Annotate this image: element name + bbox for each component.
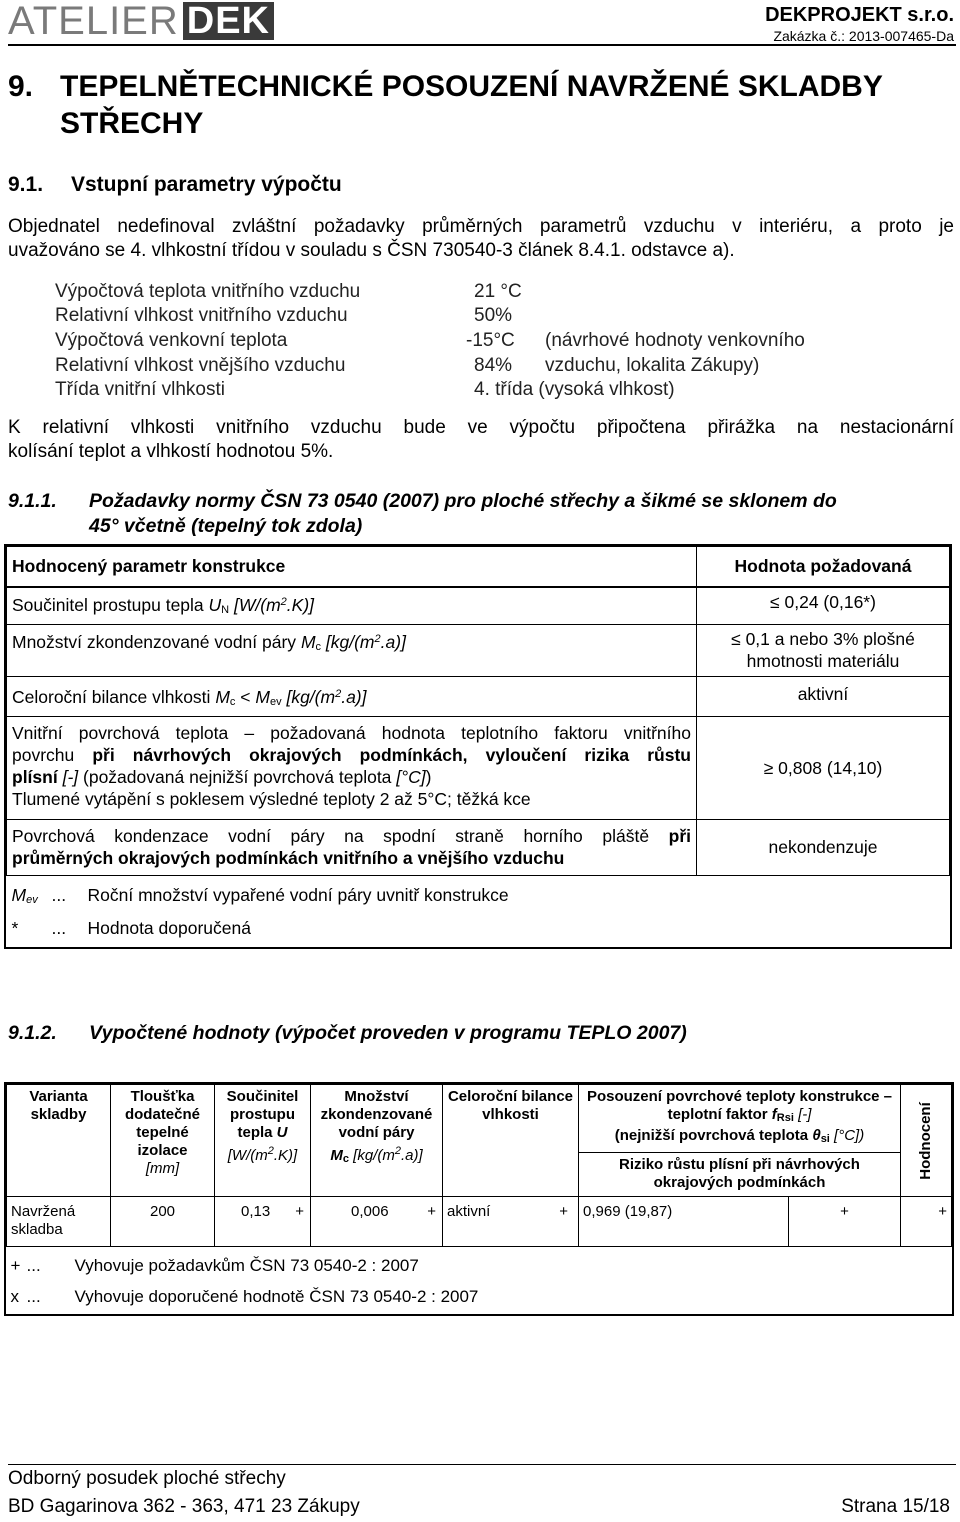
column-header-parameter: Hodnocený parametr konstrukce <box>7 547 697 587</box>
legend-text: Hodnota doporučená <box>87 917 251 938</box>
logo-text-atelier: ATELIER <box>8 0 179 43</box>
legend-text: Vyhovuje požadavkům ČSN 73 0540-2 : 2007 <box>74 1256 419 1275</box>
column-header-variant: Varianta skladby <box>7 1085 111 1197</box>
unit-text: .a)] <box>380 631 406 652</box>
row-text-line <box>12 825 691 847</box>
symbol-m: M <box>300 631 316 652</box>
unit-text: .a)] <box>341 686 367 707</box>
legend-symbol: x <box>10 1287 19 1306</box>
table-row <box>7 624 950 676</box>
symbol-subscript: si <box>820 1133 830 1145</box>
legend-dots: ... <box>26 1256 41 1275</box>
text-span: ) <box>425 766 432 787</box>
legend-symbol: * <box>11 917 19 938</box>
legend-item <box>12 884 945 908</box>
eval-m: + <box>427 1203 436 1220</box>
unit-text: [kg/(m <box>286 686 336 707</box>
company-logo <box>8 0 274 43</box>
row-value-balance: aktivní <box>697 676 950 716</box>
legend-symbol <box>12 884 38 911</box>
header-unit: [mm] <box>145 1160 180 1177</box>
value-line: ≤ 0,1 a nebo 3% plošné <box>731 628 915 649</box>
row-text-line <box>12 766 691 788</box>
value-line: hmotnosti materiálu <box>746 650 900 671</box>
legend-item <box>11 1255 948 1277</box>
legend-text: Roční množství vypařené vodní páry uvnitř konstrukce <box>87 884 509 905</box>
symbol-m: M <box>255 686 270 707</box>
eval-balance: + <box>559 1203 568 1220</box>
header-unit: [°C]) <box>834 1127 865 1144</box>
cell-balance <box>443 1197 579 1247</box>
symbol-m: M <box>215 686 230 707</box>
symbol-f: f <box>771 1106 777 1123</box>
row-label-balance <box>7 676 697 716</box>
row-label-text: Součinitel prostupu tepla <box>12 594 204 615</box>
symbol-u: U <box>208 594 222 615</box>
surcharge-line2: kolísání teplot a vlhkostí hodnotou 5%. <box>8 441 334 462</box>
eval-u: + <box>295 1203 304 1220</box>
intro-line2: uvažováno se 4. vlhkostní třídou v souladu s ČSN 730540-3 článek 8.4.1. odstavce a). <box>8 240 735 261</box>
cell-thickness: 200 <box>111 1197 215 1247</box>
row-label-surface-condensation <box>7 819 697 875</box>
page-number: Strana 15/18 <box>841 1496 950 1517</box>
table-legend <box>7 1247 952 1315</box>
column-header-evaluation <box>901 1085 952 1197</box>
param-value: 21 °C <box>474 281 522 302</box>
unit-text: [kg/(m <box>325 631 375 652</box>
column-header-surface-temp <box>579 1085 901 1153</box>
column-header-mold: Riziko růstu plísní při návrhových okrajových podmínkách <box>579 1152 901 1196</box>
results-title: Vypočtené hodnoty (výpočet proveden v programu TEPLO 2007) <box>89 1022 687 1044</box>
unit-text: .K)] <box>273 1147 298 1164</box>
table-row <box>7 819 950 875</box>
column-header-u <box>215 1085 311 1197</box>
legend-text: Vyhovuje doporučené hodnotě ČSN 73 0540-2 : 2007 <box>74 1287 479 1306</box>
unit-text: .a)] <box>400 1147 423 1164</box>
header-text: Posouzení povrchové teploty konstrukce – teplotní faktor <box>586 1088 893 1123</box>
intro-line1: Objednatel nedefinoval zvláštní požadavky průměrných parametrů vzduchu v interiéru, a proto je <box>8 216 954 237</box>
footer-document-title: Odborný posudek ploché střechy <box>8 1468 286 1489</box>
row-label-text: Množství zkondenzované vodní páry <box>12 631 297 652</box>
text-span: Povrchová kondenzace vodní páry na spodní straně horního pláště <box>12 825 650 846</box>
cell-u <box>215 1197 311 1247</box>
unit-text: [W/(m <box>234 594 281 615</box>
header-text: Součinitel prostupu tepla <box>226 1088 299 1141</box>
footer-address: BD Gagarinova 362 - 363, 471 23 Zákupy <box>8 1496 360 1517</box>
symbol-subscript: N <box>221 603 230 616</box>
section-title-line1: TEPELNĚTECHNICKÉ POSOUZENÍ NAVRŽENÉ SKLADBY <box>60 70 883 103</box>
param-label: Relativní vlhkost vnitřního vzduchu <box>55 305 348 326</box>
unit-text: [W/(m <box>227 1147 268 1164</box>
param-note: (návrhové hodnoty venkovního <box>545 330 805 351</box>
column-header-balance: Celoroční bilance vlhkosti <box>443 1085 579 1197</box>
row-text-line: Tlumené vytápění s poklesem výsledné teploty 2 až 5°C; těžká kce <box>12 788 531 809</box>
text-span-italic: [-] <box>62 766 79 787</box>
column-header-condensation <box>311 1085 443 1197</box>
symbol-m: M <box>11 884 27 905</box>
table-row <box>7 716 950 819</box>
cell-mold: + <box>789 1197 901 1247</box>
table-row <box>7 587 950 625</box>
subsection-number: 9.1. <box>8 173 44 196</box>
cell-variant: Navržená skladba <box>7 1197 111 1247</box>
unit-superscript: 2 <box>267 1145 274 1157</box>
header-text: Tloušťka dodatečné tepelné izolace <box>124 1088 200 1159</box>
row-value-u: ≤ 0,24 (0,16*) <box>697 587 950 625</box>
legend-item <box>12 917 945 941</box>
symbol-m: M <box>330 1147 343 1164</box>
symbol-theta: θ <box>812 1127 821 1144</box>
section-number: 9. <box>8 70 34 103</box>
unit-text: [kg/(m <box>353 1147 395 1164</box>
row-text-line <box>12 744 691 766</box>
row-value-condensation <box>697 624 950 676</box>
table-header-row <box>7 1085 952 1153</box>
text-span-bold: při návrhových okrajových podmínkách, vyloučení rizika růstu <box>92 744 691 765</box>
value-m: 0,006 <box>351 1203 389 1220</box>
symbol-subscript: ev <box>269 695 282 708</box>
text-span-bold: při <box>668 825 691 846</box>
row-label-u <box>7 587 697 625</box>
requirements-number: 9.1.1. <box>8 490 57 512</box>
order-number: Zakázka č.: 2013-007465-Da <box>773 28 954 44</box>
text-span-bold: plísní <box>12 766 58 787</box>
row-label-condensation <box>7 624 697 676</box>
symbol-subscript: ev <box>26 893 38 906</box>
header-divider <box>8 44 956 46</box>
symbol-u: U <box>276 1124 288 1141</box>
company-name: DEKPROJEKT s.r.o. <box>765 4 954 26</box>
unit-superscript: 2 <box>374 632 381 645</box>
header-unit: [-] <box>798 1106 812 1123</box>
param-label: Výpočtová venkovní teplota <box>55 330 288 351</box>
less-than: < <box>240 686 251 707</box>
param-label: Výpočtová teplota vnitřního vzduchu <box>55 281 361 302</box>
symbol-subscript: c <box>342 1153 349 1165</box>
row-value-surface-temp: ≥ 0,808 (14,10) <box>697 716 950 819</box>
subsection-title: Vstupní parametry výpočtu <box>71 173 342 196</box>
row-text-line: průměrných okrajových podmínkách vnitřního a vnějšího vzduchu <box>12 847 565 868</box>
legend-row <box>7 1247 952 1315</box>
param-note: vzduchu, lokalita Zákupy) <box>545 355 760 376</box>
value-u: 0,13 <box>241 1203 271 1220</box>
param-value: 84% <box>474 355 513 376</box>
row-label-surface-temp <box>7 716 697 819</box>
cell-evaluation: + <box>901 1197 952 1247</box>
text-span: povrchu <box>12 744 75 765</box>
symbol-subscript: c <box>229 695 236 708</box>
symbol-subscript: c <box>315 640 322 653</box>
cell-factor: 0,969 (19,87) <box>579 1197 789 1247</box>
value-balance: aktivní <box>447 1203 491 1220</box>
surcharge-line1: K relativní vlhkosti vnitřního vzduchu bude ve výpočtu připočtena přirážka na nestacionární <box>8 417 954 438</box>
row-value-surface-condensation: nekondenzuje <box>697 819 950 875</box>
param-value: 4. třída (vysoká vlhkost) <box>474 379 675 400</box>
legend-item <box>11 1286 948 1308</box>
requirements-title-line1: Požadavky normy ČSN 73 0540 (2007) pro ploché střechy a šikmé se sklonem do <box>89 490 837 512</box>
row-text-line: Vnitřní povrchová teplota – požadovaná hodnota teplotního faktoru vnitřního <box>12 722 691 743</box>
unit-superscript: 2 <box>335 687 342 700</box>
table-row <box>7 676 950 716</box>
legend-dots: ... <box>51 884 67 905</box>
unit-superscript: 2 <box>280 595 287 608</box>
results-table <box>4 1082 954 1316</box>
column-header-thickness <box>111 1085 215 1197</box>
param-value: -15°C <box>466 330 515 351</box>
logo-text-dek: DEK <box>183 2 274 40</box>
requirements-table <box>4 544 952 949</box>
header-text: Množství zkondenzované vodní páry <box>320 1088 433 1141</box>
row-label-text: Celoroční bilance vlhkosti <box>12 686 211 707</box>
unit-text: .K)] <box>286 594 315 615</box>
unit-superscript: 2 <box>394 1145 401 1157</box>
legend-dots: ... <box>51 917 67 938</box>
section-title-line2: STŘECHY <box>60 107 204 140</box>
cell-condensation <box>311 1197 443 1247</box>
table-header-row <box>7 547 950 587</box>
requirements-title-line2: 45° včetně (tepelný tok zdola) <box>89 515 363 537</box>
legend-row <box>7 875 950 947</box>
legend-symbol: + <box>10 1256 21 1275</box>
param-label: Třída vnitřní vlhkosti <box>55 379 225 400</box>
header-text-rotated: Hodnocení <box>917 1101 934 1180</box>
results-number: 9.1.2. <box>8 1022 57 1044</box>
column-header-value: Hodnota požadovaná <box>697 547 950 587</box>
table-row <box>7 1197 952 1247</box>
param-value: 50% <box>474 305 513 326</box>
legend-dots: ... <box>26 1287 41 1306</box>
param-label: Relativní vlhkost vnějšího vzduchu <box>55 355 346 376</box>
header-text: (nejnižší povrchová teplota <box>614 1127 809 1144</box>
symbol-subscript: Rsi <box>776 1112 794 1124</box>
text-span: (požadovaná nejnižší povrchová teplota <box>83 766 392 787</box>
text-span-italic: [°C] <box>396 766 426 787</box>
table-legend <box>7 875 950 947</box>
footer-divider <box>8 1464 956 1465</box>
